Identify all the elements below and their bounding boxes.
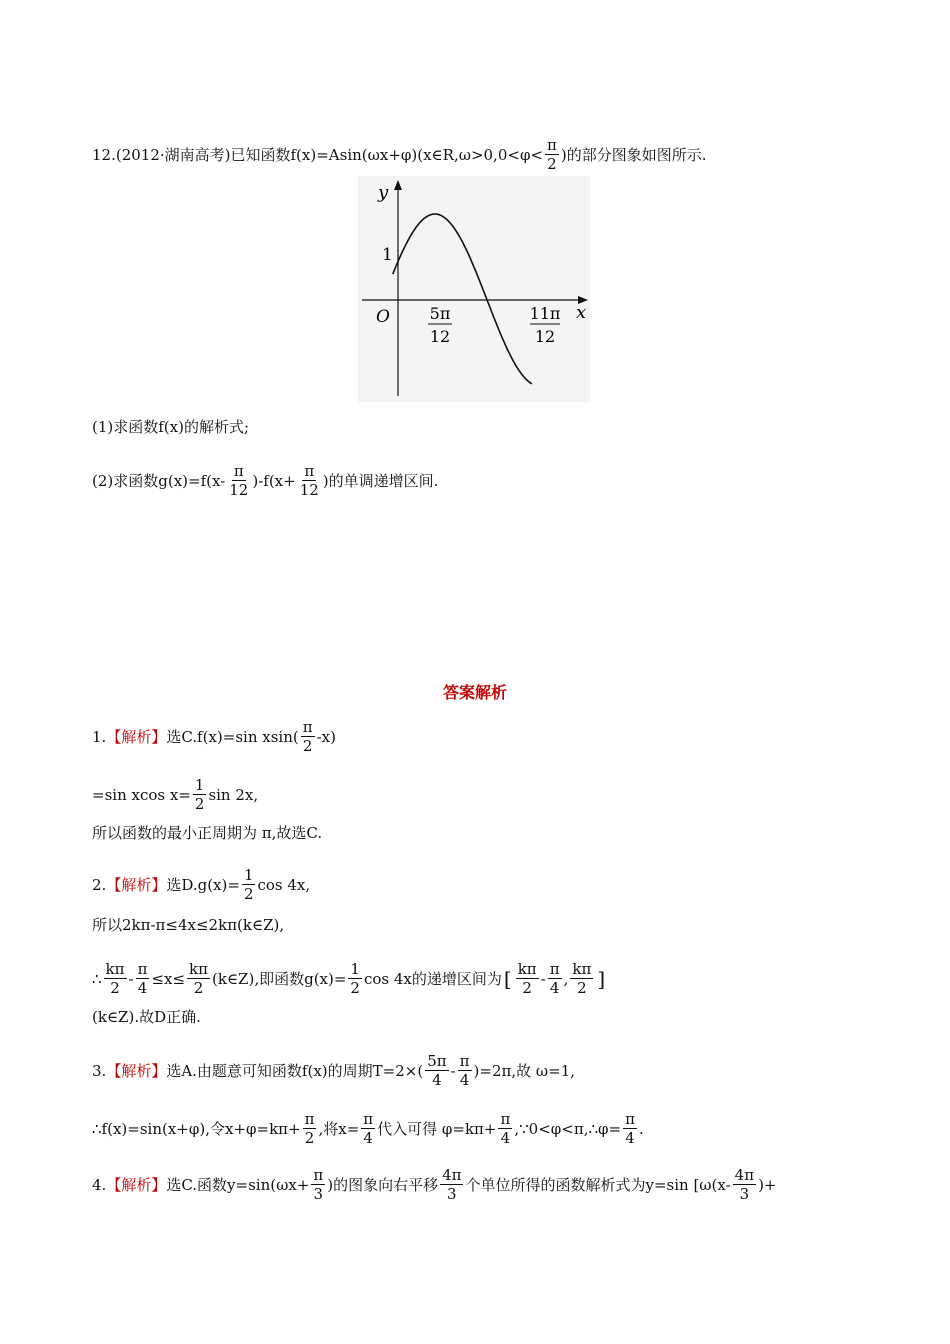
stem-fraction: $\frac{\pi}{2}$: [547, 136, 557, 173]
origin-label: O: [376, 307, 390, 327]
problem-stem: [92, 136, 707, 173]
stem-text-b: )的部分图象如图所示.: [560, 145, 707, 164]
answer-1-line-3: 所以函数的最小正周期为 π,故选C.: [92, 824, 323, 842]
y-axis-label: y: [378, 182, 389, 203]
answer-4-line-1: 4. 【解析】 选C.函数y=sin(ωx+ $\frac{\pi}{3}$ )的图象向右平移 $\frac{4\pi}{3}$ 个单位所得的函数解析式为y=sin [ω(x- $\frac{4\pi}{3}$ )+: [92, 1166, 777, 1203]
answer-3-line-1: 3. 【解析】 选A.由题意可知函数f(x)的周期T=2×( $\frac{5\pi}{4}$ - $\frac{\pi}{4}$ )=2π,故 ω=1,: [92, 1052, 576, 1089]
x-axis-label: x: [576, 302, 587, 323]
graph-background: [358, 176, 590, 402]
answer-1-line-2: =sin xcos x= $\frac{1}{2}$ sin 2x,: [92, 776, 259, 813]
question-2: (2)求函数g(x)=f(x- $\frac{\pi}{12}$ )-f(x+ $\frac{\pi}{12}$ )的单调递增区间.: [92, 462, 439, 499]
answers-heading: 答案解析: [442, 683, 507, 702]
tick-label-5pi-den: 12: [429, 327, 451, 346]
answer-2-line-1: 2. 【解析】 选D.g(x)= $\frac{1}{2}$ cos 4x,: [92, 866, 311, 903]
tick-label-11pi-num: 11π: [529, 304, 561, 323]
answer-1-line-1: 1. 【解析】 选C.f(x)=sin xsin( $\frac{\pi}{2}$ -x): [92, 718, 336, 755]
tick-label-5pi-num: 5π: [429, 304, 451, 323]
analysis-tag: 【解析】: [106, 875, 167, 894]
tick-label-11pi-den: 12: [534, 327, 556, 346]
answer-2-line-3: ∴ $\frac{k\pi}{2}$ - $\frac{\pi}{4}$ ≤x≤ $\frac{k\pi}{2}$ (k∈Z),即函数g(x)= $\frac{1}{2}$ cos 4x的递增区间为 [ $\frac{k\pi}{2}$ - $\frac{\pi}{4}$ , $\frac{k\pi}{2}$ ]: [92, 960, 606, 997]
tick-label-one: 1: [382, 245, 393, 265]
sine-graph-figure: [358, 176, 590, 402]
question-1: (1)求函数f(x)的解析式;: [92, 418, 250, 436]
answer-2-line-2: 所以2kπ-π≤4x≤2kπ(k∈Z),: [92, 916, 285, 934]
analysis-tag: 【解析】: [106, 1061, 167, 1080]
q2-fraction-1: $\frac{\pi}{12}$: [229, 462, 249, 499]
answer-3-line-2: ∴f(x)=sin(x+φ),令x+φ=kπ+ $\frac{\pi}{2}$ ,将x= $\frac{\pi}{4}$ 代入可得 φ=kπ+ $\frac{\pi}{4}$ ,∵0<φ<π,∴φ= $\frac{\pi}{4}$ .: [92, 1110, 644, 1147]
q2-fraction-2: $\frac{\pi}{12}$: [299, 462, 319, 499]
analysis-tag: 【解析】: [106, 727, 167, 746]
stem-text-a: 12.(2012·湖南高考)已知函数f(x)=Asin(ωx+φ)(x∈R,ω>0,0<φ<: [92, 145, 544, 164]
analysis-tag: 【解析】: [106, 1175, 167, 1194]
answer-2-line-4: (k∈Z).故D正确.: [92, 1008, 201, 1026]
